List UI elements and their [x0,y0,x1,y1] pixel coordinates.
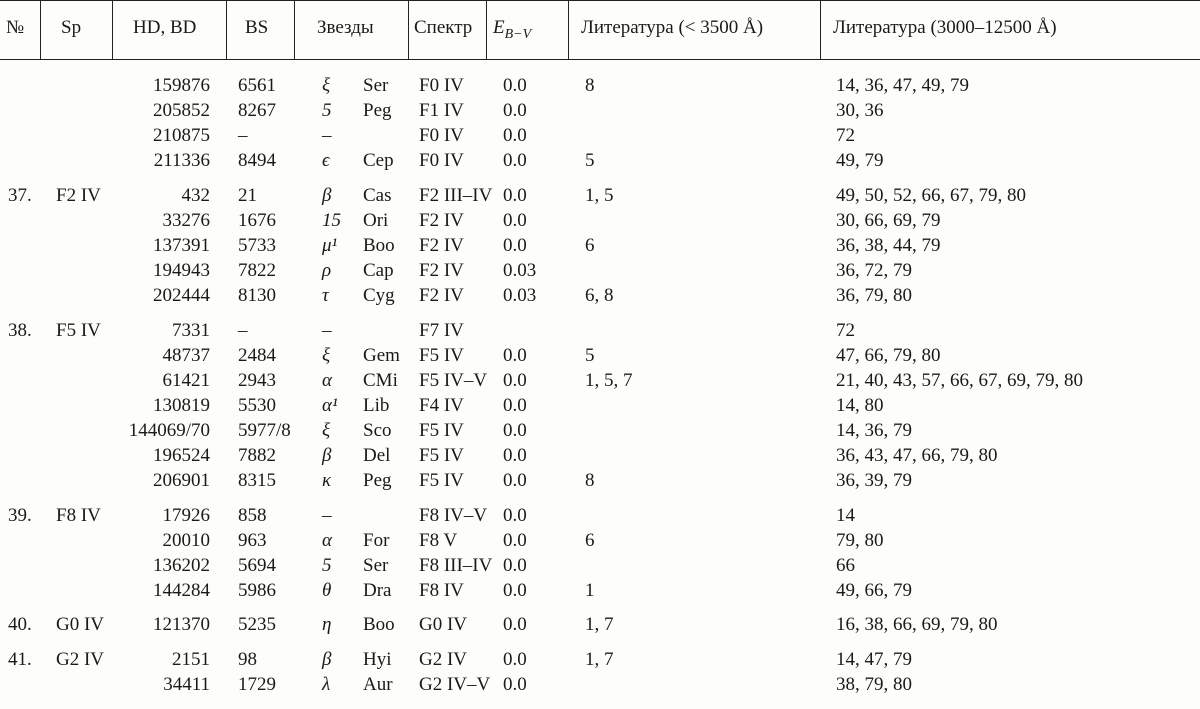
cell-sym: – [322,505,332,526]
cell-ebv: 0.0 [503,370,527,391]
table-row [0,612,1200,637]
cell-bs: 8315 [238,470,276,491]
cell-hd: 194943 [153,260,210,281]
cell-hd: 206901 [153,470,210,491]
cell-lit2: 14, 80 [836,395,884,416]
cell-sym: α¹ [322,395,338,416]
cell-con: Hyi [363,649,392,670]
cell-sp: F5 IV [56,320,101,341]
cell-lit2: 21, 40, 43, 57, 66, 67, 69, 79, 80 [836,370,1083,391]
cell-ebv: 0.0 [503,345,527,366]
cell-lit1: 6, 8 [585,285,614,306]
cell-lit1: 1, 5 [585,185,614,206]
cell-spec: F5 IV [419,345,464,366]
header-num: № [6,17,25,38]
cell-sym: λ [322,674,331,695]
cell-spec: F4 IV [419,395,464,416]
cell-spec: F0 IV [419,75,464,96]
cell-hd: 2151 [172,649,210,670]
cell-lit1: 1, 7 [585,649,614,670]
table-row [0,418,1200,443]
cell-hd: 20010 [162,530,210,551]
cell-bs: 8130 [238,285,276,306]
cell-sym: α [322,530,332,551]
cell-con: Aur [363,674,393,695]
cell-sym: 15 [322,210,341,231]
cell-lit2: 14 [836,505,855,526]
cell-ebv: 0.03 [503,260,537,281]
cell-ebv: 0.0 [503,555,527,576]
table-row [0,528,1200,553]
cell-spec: F2 IV [419,285,464,306]
cell-con: Cas [363,185,392,206]
cell-con: Gem [363,345,400,366]
cell-lit2: 72 [836,320,855,341]
cell-con: CMi [363,370,398,391]
cell-spec: G0 IV [419,614,468,635]
table-row [0,98,1200,123]
header-hd: HD, BD [112,1,226,59]
table-row [0,647,1200,672]
cell-sym: ϵ [322,150,330,171]
table-row [0,208,1200,233]
cell-spec: F5 IV [419,420,464,441]
header-ebv: $E_{B-V}$ [486,1,568,59]
table-row [0,393,1200,418]
cell-con: Del [363,445,391,466]
cell-lit2: 49, 50, 52, 66, 67, 79, 80 [836,185,1026,206]
cell-hd: 202444 [153,285,210,306]
cell-con: Peg [363,470,392,491]
cell-lit2: 16, 38, 66, 69, 79, 80 [836,614,998,635]
cell-spec: F8 IV [419,580,464,601]
header-stars: Звезды [294,1,408,59]
cell-ebv: 0.0 [503,125,527,146]
cell-bs: 8267 [238,100,276,121]
cell-spec: G2 IV [419,649,468,670]
cell-hd: 130819 [153,395,210,416]
cell-spec: F5 IV [419,470,464,491]
cell-bs: 963 [238,530,267,551]
cell-ebv: 0.0 [503,235,527,256]
cell-bs: 7882 [238,445,276,466]
cell-sp: F2 IV [56,185,101,206]
cell-spec: F7 IV [419,320,464,341]
cell-ebv: 0.0 [503,150,527,171]
cell-ebv: 0.0 [503,395,527,416]
cell-spec: F8 IV–V [419,505,488,526]
cell-ebv: 0.0 [503,674,527,695]
cell-bs: 1729 [238,674,276,695]
cell-ebv: 0.0 [503,580,527,601]
cell-lit2: 49, 79 [836,150,884,171]
cell-con: Ser [363,555,389,576]
cell-spec: F5 IV–V [419,370,488,391]
cell-bs: 8494 [238,150,276,171]
cell-lit2: 36, 38, 44, 79 [836,235,941,256]
cell-con: Sco [363,420,392,441]
cell-num: 41. [8,649,32,670]
cell-lit2: 49, 66, 79 [836,580,912,601]
cell-con: Cyg [363,285,395,306]
cell-con: Peg [363,100,392,121]
cell-hd: 121370 [153,614,210,635]
cell-ebv: 0.0 [503,530,527,551]
cell-spec: F5 IV [419,445,464,466]
table-row [0,553,1200,578]
cell-bs: 21 [238,185,257,206]
table-header [0,0,1200,60]
cell-sym: ρ [322,260,332,281]
cell-lit2: 36, 43, 47, 66, 79, 80 [836,445,998,466]
table-row [0,258,1200,283]
cell-con: Dra [363,580,392,601]
cell-bs: 5694 [238,555,276,576]
cell-sym: μ¹ [322,235,338,256]
cell-spec: F2 IV [419,210,464,231]
cell-sym: ξ [322,75,331,96]
cell-sp: F8 IV [56,505,101,526]
cell-ebv: 0.0 [503,614,527,635]
cell-sym: ξ [322,420,331,441]
cell-bs: 2484 [238,345,276,366]
cell-hd: 196524 [153,445,210,466]
cell-lit2: 79, 80 [836,530,884,551]
cell-bs: 5733 [238,235,276,256]
cell-con: Lib [363,395,390,416]
cell-sym: 5 [322,100,332,121]
cell-spec: F8 V [419,530,458,551]
cell-ebv: 0.0 [503,100,527,121]
cell-sym: 5 [322,555,332,576]
table-row [0,672,1200,697]
table-row [0,503,1200,528]
cell-sym: ξ [322,345,331,366]
cell-bs: 7822 [238,260,276,281]
cell-ebv: 0.0 [503,649,527,670]
cell-hd: 159876 [153,75,210,96]
cell-bs: 1676 [238,210,276,231]
cell-hd: 17926 [162,505,210,526]
cell-lit1: 1 [585,580,595,601]
cell-bs: 5530 [238,395,276,416]
cell-lit2: 72 [836,125,855,146]
cell-bs: 2943 [238,370,276,391]
cell-num: 39. [8,505,32,526]
header-bs: BS [226,1,294,59]
cell-con: Boo [363,614,395,635]
cell-bs: 98 [238,649,257,670]
cell-sym: β [322,185,332,206]
cell-sp: G2 IV [56,649,105,670]
cell-spec: F8 III–IV [419,555,493,576]
table-row [0,318,1200,343]
table-row [0,343,1200,368]
cell-lit2: 38, 79, 80 [836,674,912,695]
cell-bs: – [238,320,248,341]
cell-ebv: 0.0 [503,210,527,231]
cell-hd: 34411 [163,674,210,695]
table-row [0,148,1200,173]
cell-lit1: 5 [585,345,595,366]
cell-bs: 5235 [238,614,276,635]
cell-ebv: 0.0 [503,185,527,206]
cell-spec: G2 IV–V [419,674,491,695]
cell-hd: 137391 [153,235,210,256]
cell-lit1: 1, 5, 7 [585,370,633,391]
cell-bs: – [238,125,248,146]
cell-sym: α [322,370,332,391]
cell-sym: θ [322,580,332,601]
cell-ebv: 0.03 [503,285,537,306]
cell-ebv: 0.0 [503,75,527,96]
cell-spec: F2 III–IV [419,185,493,206]
cell-lit2: 47, 66, 79, 80 [836,345,941,366]
cell-sym: τ [322,285,329,306]
cell-lit2: 30, 36 [836,100,884,121]
cell-lit2: 36, 79, 80 [836,285,912,306]
cell-con: Cap [363,260,394,281]
cell-hd: 205852 [153,100,210,121]
table-row [0,183,1200,208]
table-row [0,283,1200,308]
table-row [0,123,1200,148]
table-row [0,468,1200,493]
cell-ebv: 0.0 [503,420,527,441]
cell-lit2: 30, 66, 69, 79 [836,210,941,231]
cell-con: Ser [363,75,389,96]
cell-hd: 33276 [162,210,210,231]
cell-bs: 858 [238,505,267,526]
cell-hd: 211336 [153,150,210,171]
cell-con: Cep [363,150,394,171]
cell-num: 40. [8,614,32,635]
cell-sym: η [322,614,332,635]
cell-spec: F0 IV [419,125,464,146]
cell-sym: κ [322,470,332,491]
cell-sp: G0 IV [56,614,105,635]
cell-hd: 144284 [153,580,210,601]
cell-sym: – [322,125,332,146]
cell-lit1: 8 [585,470,595,491]
cell-hd: 136202 [153,555,210,576]
cell-lit1: 6 [585,235,595,256]
cell-ebv: 0.0 [503,445,527,466]
cell-ebv: 0.0 [503,505,527,526]
cell-lit2: 14, 36, 79 [836,420,912,441]
cell-ebv: 0.0 [503,470,527,491]
cell-lit2: 14, 36, 47, 49, 79 [836,75,969,96]
cell-lit1: 1, 7 [585,614,614,635]
cell-lit2: 36, 72, 79 [836,260,912,281]
table-row [0,233,1200,258]
cell-sym: β [322,649,332,670]
cell-num: 37. [8,185,32,206]
table-row [0,578,1200,603]
header-sp: Sp [40,1,112,59]
header-spectrum: Спектр [408,1,486,59]
cell-num: 38. [8,320,32,341]
cell-spec: F0 IV [419,150,464,171]
cell-lit2: 36, 39, 79 [836,470,912,491]
cell-bs: 6561 [238,75,276,96]
cell-sym: β [322,445,332,466]
cell-spec: F2 IV [419,260,464,281]
cell-lit1: 8 [585,75,595,96]
cell-hd: 210875 [153,125,210,146]
cell-hd: 144069/70 [128,420,210,441]
cell-con: For [363,530,390,551]
cell-spec: F2 IV [419,235,464,256]
cell-con: Ori [363,210,389,231]
cell-sym: – [322,320,332,341]
cell-hd: 48737 [162,345,210,366]
cell-hd: 7331 [172,320,210,341]
cell-spec: F1 IV [419,100,464,121]
table-row [0,368,1200,393]
table-row [0,73,1200,98]
cell-con: Boo [363,235,395,256]
cell-lit1: 5 [585,150,595,171]
header-lit-short: Литература (< 3500 Å) [568,1,820,59]
cell-lit2: 14, 47, 79 [836,649,912,670]
cell-lit1: 6 [585,530,595,551]
cell-lit2: 66 [836,555,855,576]
header-lit-long: Литература (3000–12500 Å) [820,1,1200,59]
cell-hd: 432 [181,185,210,206]
cell-bs: 5986 [238,580,276,601]
cell-bs: 5977/8 [238,420,291,441]
table-row [0,443,1200,468]
cell-hd: 61421 [162,370,210,391]
